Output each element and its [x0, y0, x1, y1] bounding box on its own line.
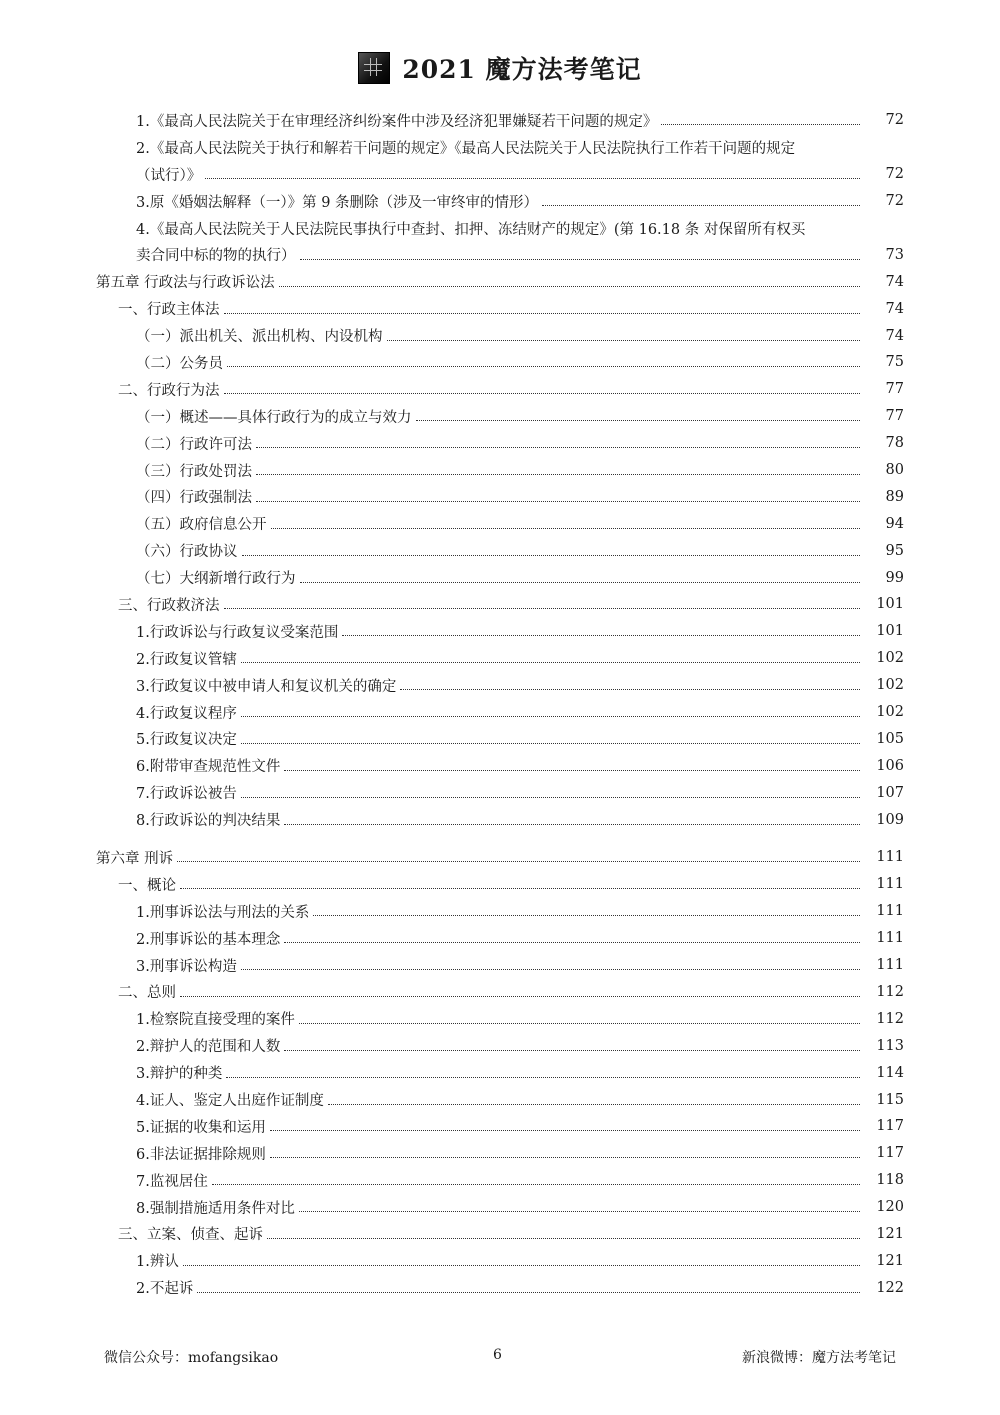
toc-entry-page: 94 [885, 515, 904, 532]
section-gap [0, 833, 1000, 844]
toc-entry[interactable] [0, 1086, 1000, 1113]
toc-entry-title: （三）行政处罚法 [136, 463, 252, 480]
toc-entry-page: 121 [876, 1252, 904, 1269]
dot-leader [270, 1156, 860, 1158]
toc-entry-page: 101 [876, 623, 904, 640]
toc-entry-page: 78 [885, 435, 904, 452]
toc-entry[interactable] [0, 1032, 1000, 1059]
dot-leader [241, 715, 860, 717]
toc-entry-title: 2.行政复议管辖 [136, 651, 237, 668]
toc-entry-page: 72 [885, 166, 904, 183]
toc-entry-title: （试行）》 [136, 167, 202, 184]
toc-entry-page: 109 [876, 811, 904, 828]
toc-entry[interactable] [0, 376, 1000, 403]
toc-entry-title: 卖合同中标的物的执行） [136, 248, 296, 265]
toc-entry[interactable] [0, 295, 1000, 322]
toc-entry-page: 72 [885, 193, 904, 210]
toc-entry[interactable] [0, 1005, 1000, 1032]
toc-entry[interactable] [0, 898, 1000, 925]
toc-entry-title: 2.不起诉 [136, 1281, 194, 1298]
toc-entry-page: 107 [876, 784, 904, 801]
toc-entry[interactable] [0, 322, 1000, 349]
dot-leader [300, 581, 861, 583]
dot-leader [284, 823, 860, 825]
toc-entry-page: 118 [876, 1172, 904, 1189]
toc-entry[interactable] [0, 1167, 1000, 1194]
toc-entry[interactable] [0, 1221, 1000, 1248]
toc-entry[interactable] [0, 537, 1000, 564]
toc-entry-title: 1.刑事诉讼法与刑法的关系 [136, 904, 310, 921]
toc-entry-title: （一）概述——具体行政行为的成立与效力 [136, 409, 412, 426]
toc-entry-page: 112 [876, 983, 904, 1000]
toc-entry-page: 111 [876, 957, 904, 974]
toc-entry-page: 117 [876, 1118, 904, 1135]
toc-entry-page: 95 [885, 542, 904, 559]
dot-leader [224, 312, 861, 314]
toc-entry-page: 77 [885, 381, 904, 398]
toc-entry-title: （四）行政强制法 [136, 490, 252, 507]
toc-entry[interactable] [0, 779, 1000, 806]
toc-entry[interactable] [0, 564, 1000, 591]
toc-entry-title: 1.检察院直接受理的案件 [136, 1012, 295, 1029]
rubiks-cube-icon [358, 52, 390, 84]
toc-entry-page: 112 [876, 1010, 904, 1027]
toc-entry-title: 一、概论 [118, 877, 176, 894]
dot-leader [180, 995, 860, 997]
dot-leader [212, 1183, 860, 1185]
toc-entry[interactable] [0, 510, 1000, 537]
toc-entry-title: （六）行政协议 [136, 544, 238, 561]
footer-wechat: 微信公众号：mofangsikao [104, 1350, 279, 1366]
toc-entry[interactable] [0, 752, 1000, 779]
toc-entry-title: 8.行政诉讼的判决结果 [136, 813, 281, 830]
dot-leader [180, 887, 860, 889]
dot-leader [284, 1049, 860, 1051]
dot-leader [177, 860, 860, 862]
toc-entry-title: 第六章 刑诉 [96, 850, 174, 867]
toc-entry[interactable] [0, 871, 1000, 898]
toc-entry-title: 3.原《婚姻法解释（一）》第 9 条删除（涉及一审终审的情形） [136, 194, 539, 211]
toc-entry-page: 115 [876, 1091, 904, 1108]
toc-entry-title: 三、立案、侦查、起诉 [118, 1227, 263, 1244]
toc-entry-title: （七）大纲新增行政行为 [136, 571, 296, 588]
toc-entry-title: （二）公务员 [136, 355, 223, 372]
toc-entry-title: 4.证人、鉴定人出庭作证制度 [136, 1093, 324, 1109]
toc-entry[interactable] [0, 591, 1000, 618]
dot-leader [284, 769, 860, 771]
toc-entry-page: 75 [885, 354, 904, 371]
toc-entry[interactable] [0, 1059, 1000, 1086]
toc-entry-title: 5.证据的收集和运用 [136, 1119, 266, 1136]
toc-entry-title: （五）政府信息公开 [136, 517, 267, 534]
toc-entry-page: 117 [876, 1145, 904, 1162]
toc-entry-page: 74 [885, 327, 904, 344]
toc-entry[interactable] [0, 806, 1000, 833]
toc-section-chapter-6 [0, 844, 1000, 1301]
toc-entry-page: 106 [876, 757, 904, 774]
toc-entry-title: 1.行政诉讼与行政复议受案范围 [136, 624, 339, 641]
toc-entry-title: 8.强制措施适用条件对比 [136, 1200, 295, 1217]
page-title: 2021 魔方法考笔记 [402, 55, 642, 84]
dot-leader [300, 258, 861, 260]
toc-entry-page: 113 [876, 1037, 904, 1054]
toc-entry[interactable] [0, 430, 1000, 457]
toc-entry-title: 4.《最高人民法院关于人民法院民事执行中查封、扣押、冻结财产的规定》(第 16.18 条 对保留所有权买 [136, 221, 806, 238]
toc-entry-title: 2.辩护人的范围和人数 [136, 1039, 281, 1056]
dot-leader [342, 634, 860, 636]
dot-leader [279, 285, 860, 287]
toc-entry-page: 74 [885, 300, 904, 317]
toc-entry-page: 89 [885, 488, 904, 505]
dot-leader [313, 914, 860, 916]
toc-entry-title: 一、行政主体法 [118, 302, 220, 319]
toc-entry-title: （二）行政许可法 [136, 436, 252, 453]
toc-entry[interactable] [0, 241, 1000, 268]
toc-entry-title: （一）派出机关、派出机构、内设机构 [136, 329, 383, 346]
toc-entry[interactable] [0, 645, 1000, 672]
page-number: 6 [493, 1347, 502, 1363]
dot-leader [241, 968, 860, 970]
dot-leader [241, 661, 860, 663]
toc-entry[interactable] [0, 952, 1000, 979]
toc-entry-title: 7.行政诉讼被告 [136, 786, 237, 803]
toc-entry-page: 121 [876, 1225, 904, 1242]
toc-entry-page: 120 [876, 1199, 904, 1216]
toc-entry[interactable] [0, 134, 1000, 161]
dot-leader [197, 1291, 860, 1293]
toc-entry-page: 74 [885, 273, 904, 290]
toc-section-chapter-5 [0, 107, 1000, 833]
toc-entry-title: 二、行政行为法 [118, 382, 220, 399]
dot-leader [284, 941, 860, 943]
toc-entry-title: 2.《最高人民法院关于执行和解若干问题的规定》《最高人民法院关于人民法院执行工作若干问题的规定 [136, 140, 796, 157]
toc-entry[interactable] [0, 483, 1000, 510]
dot-leader [416, 419, 861, 421]
toc-entry-page: 105 [876, 730, 904, 747]
toc-entry-page: 111 [876, 876, 904, 893]
dot-leader [224, 392, 861, 394]
toc-entry-title: 3.辩护的种类 [136, 1066, 223, 1083]
dot-leader [242, 554, 861, 556]
dot-leader [299, 1210, 860, 1212]
toc-entry[interactable] [0, 979, 1000, 1006]
toc-entry[interactable] [0, 161, 1000, 188]
toc-entry[interactable] [0, 699, 1000, 726]
dot-leader [256, 446, 860, 448]
toc-entry-page: 102 [876, 704, 904, 721]
dot-leader [270, 1129, 860, 1131]
toc-entry[interactable] [0, 457, 1000, 484]
dot-leader [256, 473, 860, 475]
toc-entry-page: 72 [885, 112, 904, 129]
toc-entry-page: 99 [885, 569, 904, 586]
dot-leader [241, 742, 860, 744]
toc-entry-page: 77 [885, 408, 904, 425]
toc-entry-page: 80 [885, 462, 904, 479]
toc-entry-title: 二、总则 [118, 985, 176, 1002]
toc-entry-page: 102 [876, 677, 904, 694]
toc-entry[interactable] [0, 844, 1000, 871]
dot-leader [542, 204, 860, 206]
toc-entry-title: 6.非法证据排除规则 [136, 1146, 266, 1163]
dot-leader [227, 365, 860, 367]
toc-entry[interactable] [0, 672, 1000, 699]
toc-entry-title: 3.行政复议中被申请人和复议机关的确定 [136, 678, 397, 695]
toc-entry-title: 1.辨认 [136, 1254, 179, 1271]
toc-entry-title: 3.刑事诉讼构造 [136, 958, 237, 975]
toc-entry[interactable] [0, 188, 1000, 215]
toc-entry-title: 4.行政复议程序 [136, 705, 237, 722]
toc-entry-page: 102 [876, 650, 904, 667]
dot-leader [661, 123, 860, 125]
toc-entry-title: 1.《最高人民法院关于在审理经济纠纷案件中涉及经济犯罪嫌疑若干问题的规定》 [136, 113, 658, 130]
dot-leader [205, 177, 860, 179]
toc-entry[interactable] [0, 215, 1000, 242]
toc-entry-page: 114 [876, 1064, 904, 1081]
table-of-contents [0, 107, 1000, 1301]
toc-entry[interactable] [0, 618, 1000, 645]
toc-entry[interactable] [0, 725, 1000, 752]
dot-leader [224, 607, 861, 609]
dot-leader [299, 1022, 860, 1024]
toc-entry-page: 122 [876, 1279, 904, 1296]
toc-entry-title: 5.行政复议决定 [136, 732, 237, 749]
footer-weibo: 新浪微博：魔方法考笔记 [742, 1350, 896, 1366]
toc-entry-title: 2.刑事诉讼的基本理念 [136, 931, 281, 948]
toc-entry-page: 73 [885, 246, 904, 263]
toc-entry-title: 三、行政救济法 [118, 597, 220, 614]
dot-leader [271, 527, 861, 529]
toc-entry-page: 111 [876, 930, 904, 947]
toc-entry-title: 第五章 行政法与行政诉讼法 [96, 275, 275, 292]
toc-entry[interactable] [0, 925, 1000, 952]
dot-leader [328, 1103, 860, 1105]
toc-entry[interactable] [0, 107, 1000, 134]
toc-entry-page: 111 [876, 903, 904, 920]
toc-entry[interactable] [0, 1247, 1000, 1274]
toc-entry[interactable] [0, 1140, 1000, 1167]
toc-entry[interactable] [0, 349, 1000, 376]
toc-entry[interactable] [0, 268, 1000, 295]
dot-leader [241, 796, 860, 798]
dot-leader [387, 339, 861, 341]
dot-leader [183, 1264, 860, 1266]
toc-entry-title: 6.附带审查规范性文件 [136, 759, 281, 776]
dot-leader [256, 500, 860, 502]
toc-entry[interactable] [0, 1113, 1000, 1140]
toc-entry[interactable] [0, 403, 1000, 430]
dot-leader [267, 1237, 860, 1239]
toc-entry[interactable] [0, 1274, 1000, 1301]
page-header [0, 48, 1000, 88]
toc-entry-page: 111 [876, 849, 904, 866]
toc-entry-page: 101 [876, 596, 904, 613]
dot-leader [226, 1076, 860, 1078]
dot-leader [400, 688, 860, 690]
toc-entry[interactable] [0, 1194, 1000, 1221]
toc-entry-title: 7.监视居住 [136, 1173, 208, 1190]
